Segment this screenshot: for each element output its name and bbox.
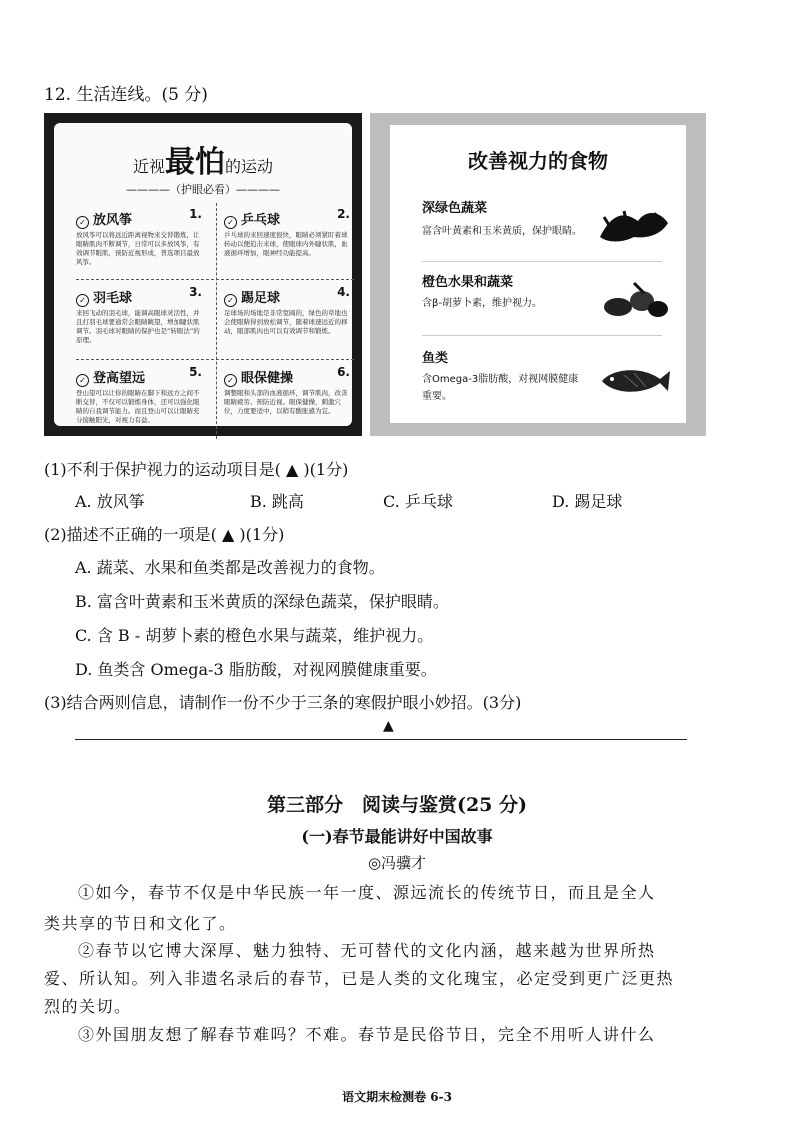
food-divider xyxy=(422,261,662,262)
sub-question-2 xyxy=(44,522,284,545)
sport-item xyxy=(76,367,206,439)
sport-item xyxy=(224,287,354,359)
check-icon: ✓ xyxy=(224,216,237,229)
sub1-option-c: C. 乒乓球 xyxy=(383,492,453,511)
food-name: 橙色水果和蔬菜 xyxy=(422,275,514,290)
sport-name: 羽毛球 xyxy=(93,291,133,306)
food-desc: 富含叶黄素和玉米黄质，保护眼睛。 xyxy=(422,226,582,237)
orange-produce-image xyxy=(594,277,674,321)
sport-desc: 来回飞动的羽毛球，能调高眼球灵活性，并且打羽毛球要通常会眼睛眺望，增加睫状肌调节。羽毛球对眼睛的保护也是“转眼法”的原理。 xyxy=(76,309,200,344)
article-line: ①如今，春节不仅是中华民族一年一度、源远流长的传统节日，而且是全人 xyxy=(78,883,656,902)
sport-item xyxy=(224,209,354,281)
fish-image xyxy=(594,359,674,403)
food-name: 鱼类 xyxy=(422,351,449,366)
sport-name: 登高望远 xyxy=(93,371,146,386)
greens-image xyxy=(594,203,674,247)
article-line: ②春节以它博大深厚、魅力独特、无可替代的文化内涵，越来越为世界所热 xyxy=(78,941,656,960)
section-title: 第三部分 阅读与鉴赏(25 分) xyxy=(266,794,528,816)
poster-sports-paper xyxy=(54,123,352,426)
article-line: 类共享的节日和文化了。 xyxy=(44,914,237,933)
sub2-points: )(1分) xyxy=(239,525,285,544)
poster-foods xyxy=(370,113,706,436)
sport-name: 放风筝 xyxy=(93,213,133,228)
poster-foods-paper xyxy=(390,125,686,423)
food-desc: 含Omega-3脂肪酸，对视网膜健康重要。 xyxy=(422,374,579,402)
sport-name: 踢足球 xyxy=(241,291,281,306)
sport-item xyxy=(76,287,206,359)
sub2-option-d: D. 鱼类含 Omega-3 脂肪酸，对视网膜健康重要。 xyxy=(75,660,437,679)
food-desc: 含β-胡萝卜素，维护视力。 xyxy=(422,298,542,309)
sub1-option-d: D. 踢足球 xyxy=(552,492,623,511)
sub1-option-b: B. 跳高 xyxy=(250,492,304,511)
answer-mark: ▲ xyxy=(286,460,299,479)
sport-item xyxy=(76,209,206,281)
sub-question-1 xyxy=(44,457,348,480)
poster-sports xyxy=(44,113,362,436)
article-line: 烈的关切。 xyxy=(44,997,132,1016)
question-title: 12. 生活连线。(5 分) xyxy=(44,85,208,105)
sport-item xyxy=(224,367,354,439)
answer-line xyxy=(75,739,687,740)
grid-divider-h xyxy=(76,359,354,360)
sport-number: 6. xyxy=(337,365,350,379)
answer-mark: ▲ xyxy=(222,525,235,544)
sport-desc: 足球场的场地是非常宽阔的，绿色的草地也会使眼睛得到放松调节，随着球速远近的移动，眼部肌肉也可以有效调节和锻炼。 xyxy=(224,309,348,335)
answer-mark: ▲ xyxy=(383,718,394,734)
sub2-option-c: C. 含 B - 胡萝卜素的橙色水果与蔬菜，维护视力。 xyxy=(75,626,434,645)
sub2-option-b: B. 富含叶黄素和玉米黄质的深绿色蔬菜，保护眼睛。 xyxy=(75,592,449,611)
sub2-stem: (2)描述不正确的一项是( xyxy=(44,525,217,544)
check-icon: ✓ xyxy=(76,294,89,307)
sport-desc: 调整眼和头部的血液循环，调节肌肉，改善眼睛疲劳。预防近视。眼保健操，刺激穴位，力度要适中，以稍有酸胀感为宜。 xyxy=(224,389,348,415)
sport-number: 2. xyxy=(337,207,350,221)
check-icon: ✓ xyxy=(76,374,89,387)
sport-desc: 登山望可以让你的眼睛在脚下和远方之间不断交替，不仅可以锻炼身体，还可以强化眼睛的自我调节能力。而且登山可以让眼睛充分接触阳光，对视力有益。 xyxy=(76,389,200,424)
grid-divider-v xyxy=(216,203,217,439)
poster-sports-subtitle: ————（护眼必看）———— xyxy=(126,183,280,196)
sub1-option-a: A. 放风筝 xyxy=(75,492,145,511)
sub1-points: )(1分) xyxy=(303,460,349,479)
sport-number: 4. xyxy=(337,285,350,299)
sport-desc: 乒乓球的来回速度很快，眼睛必须紧盯着球转动以便追击来球，使眼球内外睫状肌，血液循环增加，眼神经功能提高。 xyxy=(224,231,348,257)
food-divider xyxy=(422,335,662,336)
check-icon: ✓ xyxy=(224,374,237,387)
poster-title-big: 最怕 xyxy=(165,145,225,180)
check-icon: ✓ xyxy=(76,216,89,229)
sport-number: 3. xyxy=(189,285,202,299)
sport-desc: 放风筝可以将远近距离视物来交替锻炼，让眼睛肌肉不断调节，日常可以多放风筝，有效调节眼肌，预防近视形成，普选项目最放风筝。 xyxy=(76,231,200,266)
poster-foods-title: 改善视力的食物 xyxy=(468,149,608,173)
sub-question-3: (3)结合两则信息，请制作一份不少于三条的寒假护眼小妙招。(3分) xyxy=(44,693,522,712)
page-footer: 语文期末检测卷 6-3 xyxy=(342,1090,452,1104)
sport-name: 眼保健操 xyxy=(241,371,294,386)
sport-number: 1. xyxy=(189,207,202,221)
sub2-option-a: A. 蔬菜、水果和鱼类都是改善视力的食物。 xyxy=(75,558,385,577)
article-line: 爱、所认知。列入非遗名录后的春节，已是人类的文化瑰宝，必定受到更广泛更热 xyxy=(44,969,675,988)
food-name: 深绿色蔬菜 xyxy=(422,201,488,216)
poster-sports-title xyxy=(54,137,352,181)
poster-title-suffix: 的运动 xyxy=(225,157,274,176)
sub1-stem: (1)不利于保护视力的运动项目是( xyxy=(44,460,281,479)
article-title: (一)春节最能讲好中国故事 xyxy=(301,827,493,846)
article-author: ◎冯骥才 xyxy=(367,854,427,872)
check-icon: ✓ xyxy=(224,294,237,307)
poster-title-prefix: 近视 xyxy=(132,157,165,176)
article-line: ③外国朋友想了解春节难吗？不难。春节是民俗节日，完全不用听人讲什么 xyxy=(78,1025,656,1044)
sport-name: 乒乓球 xyxy=(241,213,281,228)
sport-number: 5. xyxy=(189,365,202,379)
